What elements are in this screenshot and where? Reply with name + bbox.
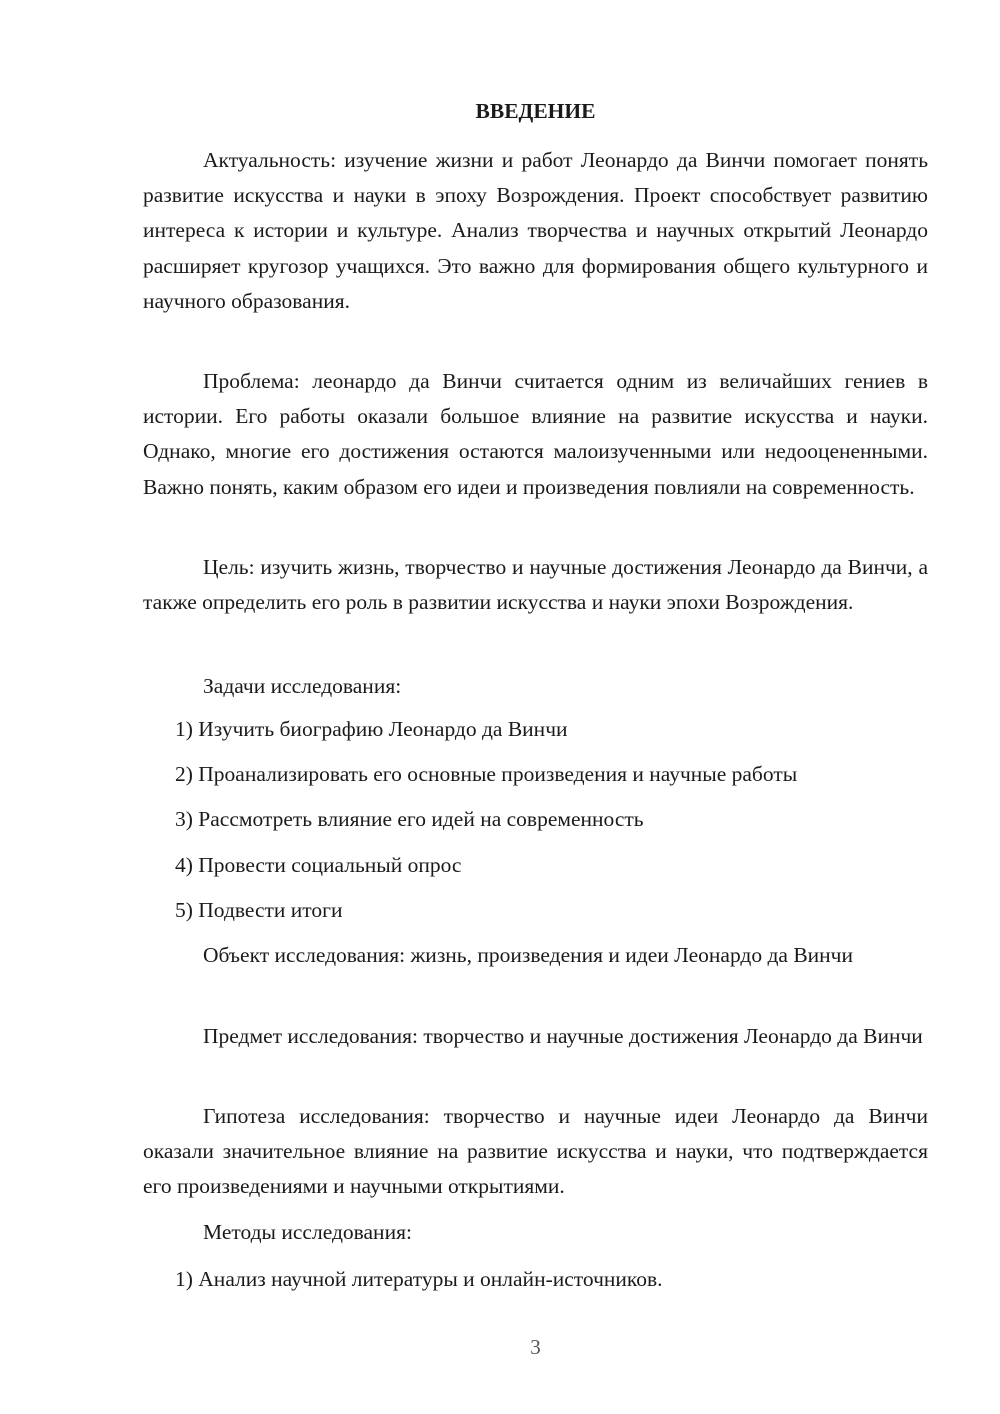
paragraph-object: Объект исследования: жизнь, произведения и идеи Леонардо да Винчи bbox=[203, 943, 853, 967]
paragraph-hypothesis: Гипотеза исследования: творчество и научные идеи Леонардо да Винчи оказали значительное влияние на развитие искусства и науки, что подтверждается его произведениями и научными открытиями. bbox=[143, 1104, 928, 1199]
paragraph-methods-heading: Методы исследования: bbox=[203, 1220, 412, 1244]
page-number: 3 bbox=[530, 1335, 541, 1359]
list-item-task-1: 1) Изучить биографию Леонардо да Винчи bbox=[175, 717, 568, 741]
list-item-method-1: 1) Анализ научной литературы и онлайн-источников. bbox=[175, 1267, 663, 1291]
paragraph-problem: Проблема: леонардо да Винчи считается одним из величайших гениев в истории. Его работы оказали большое влияние на развитие искусства и науки. Однако, многие его достижения остаются малоизученными или недооцененными. Важно понять, каким образом его идеи и произведения повлияли на современность. bbox=[143, 369, 928, 499]
paragraph-goal: Цель: изучить жизнь, творчество и научные достижения Леонардо да Винчи, а также определить его роль в развитии искусства и науки эпохи Возрождения. bbox=[143, 555, 928, 615]
list-item-task-2: 2) Проанализировать его основные произведения и научные работы bbox=[175, 762, 798, 786]
page-title: ВВЕДЕНИЕ bbox=[475, 99, 596, 123]
paragraph-subject: Предмет исследования: творчество и научные достижения Леонардо да Винчи bbox=[203, 1024, 923, 1048]
paragraph-tasks-heading: Задачи исследования: bbox=[203, 674, 402, 698]
paragraph-relevance: Актуальность: изучение жизни и работ Леонардо да Винчи помогает понять развитие искусства и науки в эпоху Возрождения. Проект способствует развитию интереса к истории и культуре. Анализ творчества и научных открытий Леонардо расширяет кругозор учащихся. Это важно для формирования общего культурного и научного образования. bbox=[143, 148, 928, 313]
document-page bbox=[143, 0, 928, 1414]
list-item-task-5: 5) Подвести итоги bbox=[175, 898, 343, 922]
list-item-task-4: 4) Провести социальный опрос bbox=[175, 853, 462, 877]
list-item-task-3: 3) Рассмотреть влияние его идей на современность bbox=[175, 807, 644, 831]
